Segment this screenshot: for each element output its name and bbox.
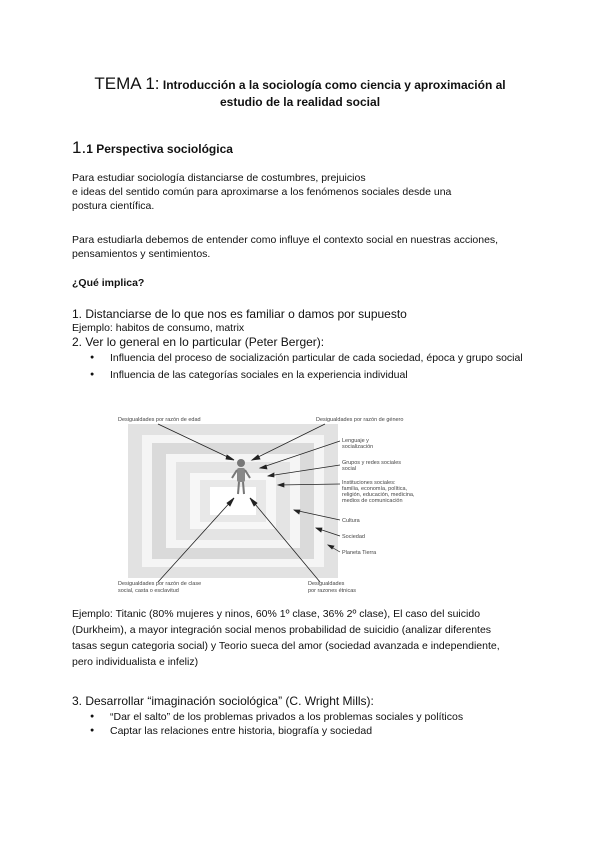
paragraph-2 [72, 233, 542, 261]
example-line-1: Ejemplo: Titanic (80% mujeres y ninos, 60% 1º clase, 36% 2º clase), El caso del suicido [72, 608, 481, 620]
label-society: Sociedad [342, 534, 365, 540]
paragraph-2-line-2: pensamientos y sentimientos. [72, 248, 211, 260]
label-institutions-3: religión, educación, medicina, [342, 492, 415, 498]
title-main: TEMA 1: [94, 74, 160, 93]
point-3-bullet-2: ● Captar las relaciones entre historia, biografía y sociedad [90, 724, 540, 738]
title-rest-line2: estudio de la realidad social [219, 95, 381, 109]
label-institutions-1: Instituciones sociales: [342, 480, 396, 486]
label-groups-1: Grupos y redes sociales [342, 460, 401, 466]
example-line-2: (Durkheim), a mayor integración social menos probabilidad de suicidio (analizar diferentes [72, 624, 492, 636]
label-culture: Cultura [342, 518, 360, 524]
point-2-bullet-1: ● Influencia del proceso de socialización particular de cada sociedad, época y grupo social [90, 351, 540, 365]
paragraph-2-line-1: Para estudiarla debemos de entender como influye el contexto social en nuestras acciones, [72, 234, 499, 246]
example-line-3: tasas segun categoria social) y Teorio sueca del amor (sociedad avanzada e independiente, [72, 640, 500, 652]
label-institutions-4: medios de comunicación [342, 498, 403, 504]
point-3-bullets [90, 710, 540, 738]
label-groups-2: social [342, 466, 357, 472]
paragraph-1-line-1: Para estudiar sociología distanciarse de costumbres, prejuicios [72, 172, 366, 184]
point-2-bullets [90, 351, 540, 382]
sociological-perspective-diagram [110, 410, 430, 595]
label-ethnic-2: por razones étnicas [308, 588, 356, 594]
layer-individual [210, 487, 256, 515]
section-heading-text: 1 Perspectiva sociológica [86, 142, 233, 156]
example-paragraph [72, 606, 552, 670]
example-line-4: pero individualista e infeliz) [72, 656, 199, 668]
document-title [40, 75, 560, 111]
label-age: Desigualdades por razón de edad [118, 417, 201, 423]
label-language-1: Lenguaje y [342, 438, 369, 444]
point-3-bullet-1: ● “Dar el salto” de los problemas privados a los problemas sociales y políticos [90, 710, 540, 724]
question-heading: ¿Qué implica? [72, 277, 145, 289]
label-gender: Desigualdades por razón de género [316, 417, 404, 423]
label-language-2: socialización [342, 444, 374, 450]
point-1-example: Ejemplo: habitos de consumo, matrix [72, 322, 245, 334]
paragraph-1 [72, 171, 542, 213]
paragraph-1-line-3: postura científica. [72, 200, 155, 212]
point-3: 3. Desarrollar “imaginación sociológica” (C. Wright Mills): [72, 694, 374, 708]
label-planet: Planeta Tierra [342, 550, 377, 556]
title-rest-line1: Introducción a la sociología como ciencia y aproximación al [159, 78, 506, 92]
paragraph-1-line-2: e ideas del sentido común para aproximarse a los fenómenos sociales desde una [72, 186, 452, 198]
label-ethnic-1: Desigualdades [308, 581, 345, 587]
point-2: 2. Ver lo general en lo particular (Peter Berger): [72, 335, 325, 349]
section-heading [72, 138, 233, 158]
label-class-2: social, casta o esclavitud [118, 588, 179, 594]
label-class-1: Desigualdades por razón de clase [118, 581, 202, 587]
label-institutions-2: familia, economía, política, [342, 486, 408, 492]
section-number: 1. [72, 138, 87, 157]
point-1: 1. Distanciarse de lo que nos es familiar o damos por supuesto [72, 307, 407, 321]
point-2-bullet-2: ● Influencia de las categorías sociales en la experiencia individual [90, 368, 540, 382]
